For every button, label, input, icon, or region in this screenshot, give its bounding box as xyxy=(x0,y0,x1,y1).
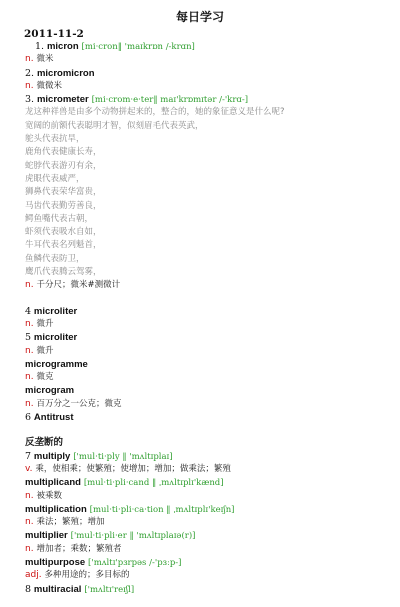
entry-number: 6 xyxy=(25,412,32,424)
word-entry xyxy=(25,529,390,542)
definition xyxy=(25,345,390,358)
definition xyxy=(25,569,390,582)
word-entry xyxy=(25,476,390,489)
headword: microliter xyxy=(33,305,78,317)
definition xyxy=(25,80,390,93)
note-line xyxy=(25,146,390,159)
headword: micron xyxy=(46,41,79,52)
definition-text: 微克 xyxy=(36,372,54,383)
entry-number: 5 xyxy=(25,332,32,344)
definition xyxy=(25,53,390,66)
note-line xyxy=(25,213,390,226)
definition xyxy=(25,398,390,411)
word-entry xyxy=(25,556,390,569)
note-text: 虎眼代表威严， xyxy=(25,173,85,184)
headword: microliter xyxy=(33,332,78,344)
headword: multiracial xyxy=(33,583,82,595)
entry-number: 7 xyxy=(25,450,32,462)
note-line xyxy=(25,186,390,199)
definition-text: 增加者；乘数；繁殖者 xyxy=(36,543,122,554)
phonetic: [mi·cron‖ 'maɪkrɒn /-krɑn] xyxy=(81,42,195,52)
entry-number: 1. xyxy=(35,41,45,52)
word-entry xyxy=(25,503,390,516)
entry-number: 4 xyxy=(25,305,32,317)
part-of-speech: n. xyxy=(25,80,34,91)
definition-text: 被乘数 xyxy=(36,490,62,501)
note-line xyxy=(25,239,390,252)
entry-number: 3. xyxy=(25,94,35,106)
headword: microgramme xyxy=(25,358,88,370)
definition-text: 微升 xyxy=(36,318,54,329)
headword: multiply xyxy=(33,450,71,462)
entry-number: 8 xyxy=(25,583,32,595)
spacer xyxy=(25,424,390,436)
note-text: 宽阔的前额代表聪明才智，似刻眉毛代表英武， xyxy=(25,120,204,131)
phonetic: [mi·crom·e·ter‖ maɪ'krɒmɪtər /-'krɑ-] xyxy=(91,95,249,106)
definition xyxy=(25,543,390,556)
note-line xyxy=(25,253,390,266)
part-of-speech: n. xyxy=(25,398,34,409)
headword: micromicron xyxy=(36,67,95,79)
definition-text: 多种用途的；多目标的 xyxy=(44,570,130,581)
phonetic: [mul·ti·pli·cand ‖ ˌmʌltɪplɪ'kænd] xyxy=(83,478,224,489)
definition xyxy=(25,463,390,476)
definition-text: 微米 xyxy=(36,54,54,65)
note-line xyxy=(25,173,390,186)
vocabulary-list xyxy=(25,40,390,596)
note-text: 蛇脖代表游刃有余， xyxy=(25,160,102,171)
word-entry xyxy=(25,583,390,596)
word-entry xyxy=(25,331,390,344)
note-line xyxy=(25,120,390,133)
definition-text: 百万分之一公克；微克 xyxy=(36,398,122,409)
part-of-speech: n. xyxy=(25,280,34,291)
definition xyxy=(25,516,390,529)
section-heading xyxy=(25,436,390,449)
note-text: 鸵头代表抗旱， xyxy=(25,134,85,145)
word-entry xyxy=(25,40,390,53)
phonetic: ['mʌltɪ'reɪʃl] xyxy=(84,584,135,595)
definition-text: 微升 xyxy=(36,345,54,356)
headword: microgram xyxy=(25,385,75,397)
definition-text: 乘，使相乘；使繁殖；使增加；增加；做乘法；繁殖 xyxy=(35,463,231,474)
section-heading-text: 反垄断的 xyxy=(25,437,64,449)
note-line xyxy=(25,200,390,213)
note-text: 鱼鳞代表防卫， xyxy=(25,253,85,264)
headword: multiplier xyxy=(25,530,68,542)
phonetic: ['mul·ti·ply ‖ 'mʌltɪplaɪ] xyxy=(73,451,173,462)
note-text: 马齿代表勤劳善良， xyxy=(25,200,102,211)
word-entry xyxy=(25,450,390,463)
page-title: 每日学习 xyxy=(175,10,224,24)
word-entry xyxy=(25,411,390,424)
note-text: 鳄鱼嘴代表古朝， xyxy=(25,213,94,224)
note-line xyxy=(25,133,390,146)
note-line xyxy=(25,266,390,279)
word-entry xyxy=(25,67,390,80)
headword: multipurpose xyxy=(25,556,86,568)
part-of-speech: adj. xyxy=(25,570,42,581)
phonetic: [mul·ti·pli·ca·tion ‖ ˌmʌltɪplɪ'keɪʃn] xyxy=(89,504,235,515)
part-of-speech: n. xyxy=(25,318,34,329)
entry-number: 2. xyxy=(25,67,35,79)
headword: Antitrust xyxy=(33,412,74,424)
word-entry xyxy=(25,305,390,318)
definition-text: 微微米 xyxy=(36,80,62,91)
note-text: 鹿角代表健康长寿， xyxy=(25,147,102,158)
note-line xyxy=(25,106,390,119)
definition xyxy=(25,371,390,384)
note-line xyxy=(25,226,390,239)
date-heading: 2011-11-2 xyxy=(24,28,84,40)
phonetic: ['mʌltɪ'pɜrpəs /-'pɜːp-] xyxy=(88,557,182,568)
part-of-speech: n. xyxy=(25,372,34,383)
definition-text: 千分尺；微米#测微计 xyxy=(36,280,121,291)
part-of-speech: n. xyxy=(25,543,34,554)
definition-text: 乘法；繁殖；增加 xyxy=(36,517,105,528)
part-of-speech: n. xyxy=(25,345,34,356)
headword: multiplicand xyxy=(25,477,81,489)
spacer xyxy=(25,293,390,305)
part-of-speech: n. xyxy=(25,54,34,65)
note-text: 鹰爪代表腾云驾雾， xyxy=(25,267,102,278)
definition xyxy=(25,279,390,292)
phonetic: ['mul·ti·pli·er ‖ 'mʌltɪplaɪə(r)] xyxy=(70,531,196,542)
note-text: 虾须代表吸水自如， xyxy=(25,227,102,238)
definition xyxy=(25,490,390,503)
word-entry xyxy=(25,93,390,106)
headword: multiplication xyxy=(25,503,87,515)
definition xyxy=(25,318,390,331)
part-of-speech: n. xyxy=(25,490,34,501)
part-of-speech: n. xyxy=(25,517,34,528)
word-entry xyxy=(25,384,390,397)
note-text: 狮鼻代表荣华富贵， xyxy=(25,187,102,198)
note-line xyxy=(25,160,390,173)
part-of-speech: v. xyxy=(25,463,33,474)
note-text: 龙这种祥兽是由多个动物拼起来的，整合的，她的象征意义是什么呢? xyxy=(25,107,285,118)
note-text: 牛耳代表名列魁首， xyxy=(25,240,102,251)
headword: micrometer xyxy=(36,94,89,106)
word-entry xyxy=(25,358,390,371)
